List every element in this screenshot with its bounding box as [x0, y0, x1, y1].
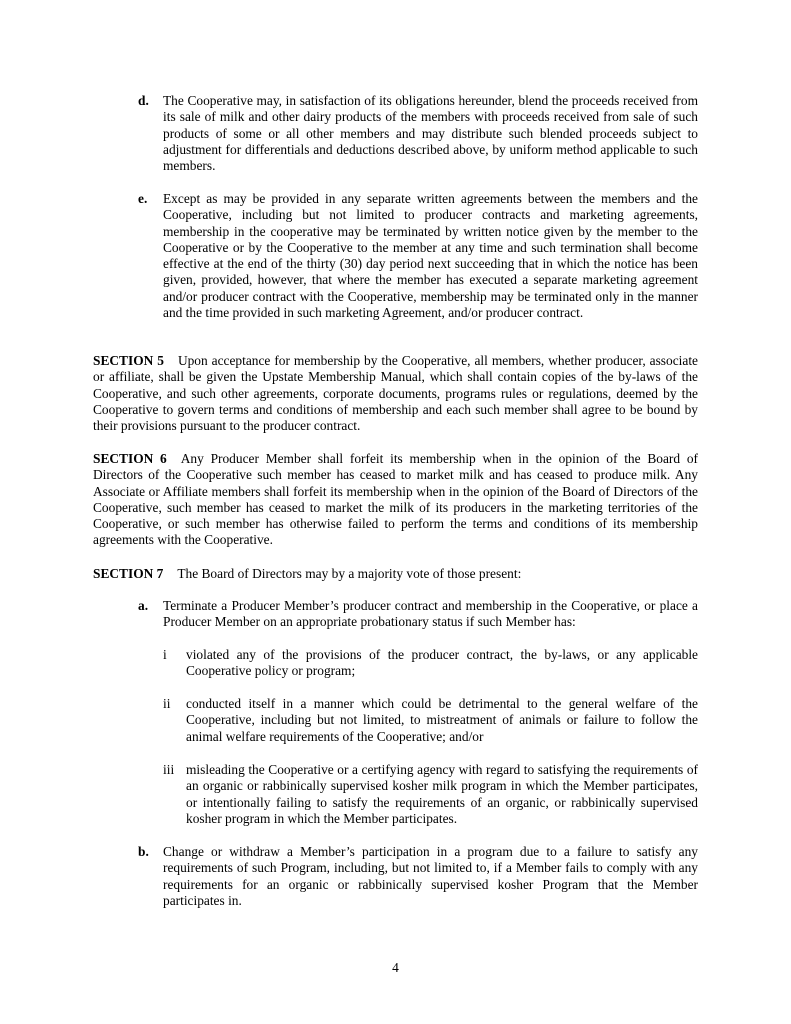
section-5 [93, 353, 698, 434]
subitem-label-iii: iii [163, 762, 175, 777]
subitem-i-text: violated any of the provisions of the producer contract, the by-laws, or any applicable Cooperative policy or program; [186, 647, 698, 679]
section-text: Upon acceptance for membership by the Cooperative, all members, whether producer, associate or affiliate, shall be given the Upstate Membership Manual, which shall contain copies of the by-laws of the Cooperative, and such other agreements, corporate documents, programs rules or regulations, deemed by the Cooperative to govern terms and conditions of membership and each such member shall agree to be bound by their provisions pursuant to the producer contract. [93, 353, 698, 434]
item-b-text: Change or withdraw a Member’s participation in a program due to a failure to satisfy any requirements of such Program, including, but not limited to, if a Member fails to comply with any requirements for an organic or rabbinically supervised kosher Program that the Member participates in. [163, 844, 698, 908]
item-label-b: b. [138, 844, 149, 859]
section-text: The Board of Directors may by a majority vote of those present: [177, 566, 522, 581]
item-d-text: The Cooperative may, in satisfaction of its obligations hereunder, blend the proceeds received from its sale of milk and other dairy products of the members with proceeds received from sale of such products of some or all other members and may distribute such blended proceeds subject to adjustment for differentials and deductions described above, by uniform method applicable to such members. [163, 93, 698, 174]
section-heading: SECTION 7 [93, 566, 164, 581]
section-6 [93, 451, 698, 549]
section-heading: SECTION 5 [93, 353, 164, 368]
item-a-text: Terminate a Producer Member’s producer contract and membership in the Cooperative, or place a Producer Member on an appropriate probationary status if such Member has: [163, 598, 698, 630]
subitem-label-i: i [163, 647, 167, 662]
subitem-label-ii: ii [163, 696, 171, 711]
section-text: Any Producer Member shall forfeit its membership when in the opinion of the Board of Directors of the Cooperative such member has ceased to market milk and has ceased to produce milk. Any Associate or Affiliate members shall forfeit its membership when in the opinion of the Board of Directors of the Cooperative, such member has ceased to market the milk of its producers in the marketing territories of the Cooperative, or such member has otherwise failed to perform the terms and conditions of its membership agreements with the Cooperative. [93, 451, 698, 548]
item-label-e: e. [138, 191, 148, 206]
item-e-text: Except as may be provided in any separate written agreements between the members and the Cooperative, including but not limited to producer contracts and marketing agreements, membership in the cooperative may be terminated by written notice given by the member to the Cooperative or by the Cooperative to the member at any time and such termination shall become effective at the end of the thirty (30) day period next succeeding that in which the notice has been given, provided, however, that where the member has executed a separate marketing agreement and/or producer contract with the Cooperative, membership may be terminated only in the manner and the time provided in such marketing Agreement, and/or producer contract. [163, 191, 698, 321]
item-label-d: d. [138, 93, 149, 108]
subitem-ii-text: conducted itself in a manner which could be detrimental to the general welfare of the Cooperative, including but not limited, to mistreatment of animals or failure to follow the animal welfare requirements of the Cooperative; and/or [186, 696, 698, 744]
page-number: 4 [392, 960, 399, 975]
subitem-iii-text: misleading the Cooperative or a certifying agency with regard to satisfying the requirements of an organic or rabbinically supervised kosher milk program in which the Member participates, or intentionally failing to satisfy the requirements of an organic, or rabbinically supervised kosher program in which the Member participates. [186, 762, 698, 826]
section-7 [93, 566, 698, 582]
section-heading: SECTION 6 [93, 451, 167, 466]
item-label-a: a. [138, 598, 149, 613]
